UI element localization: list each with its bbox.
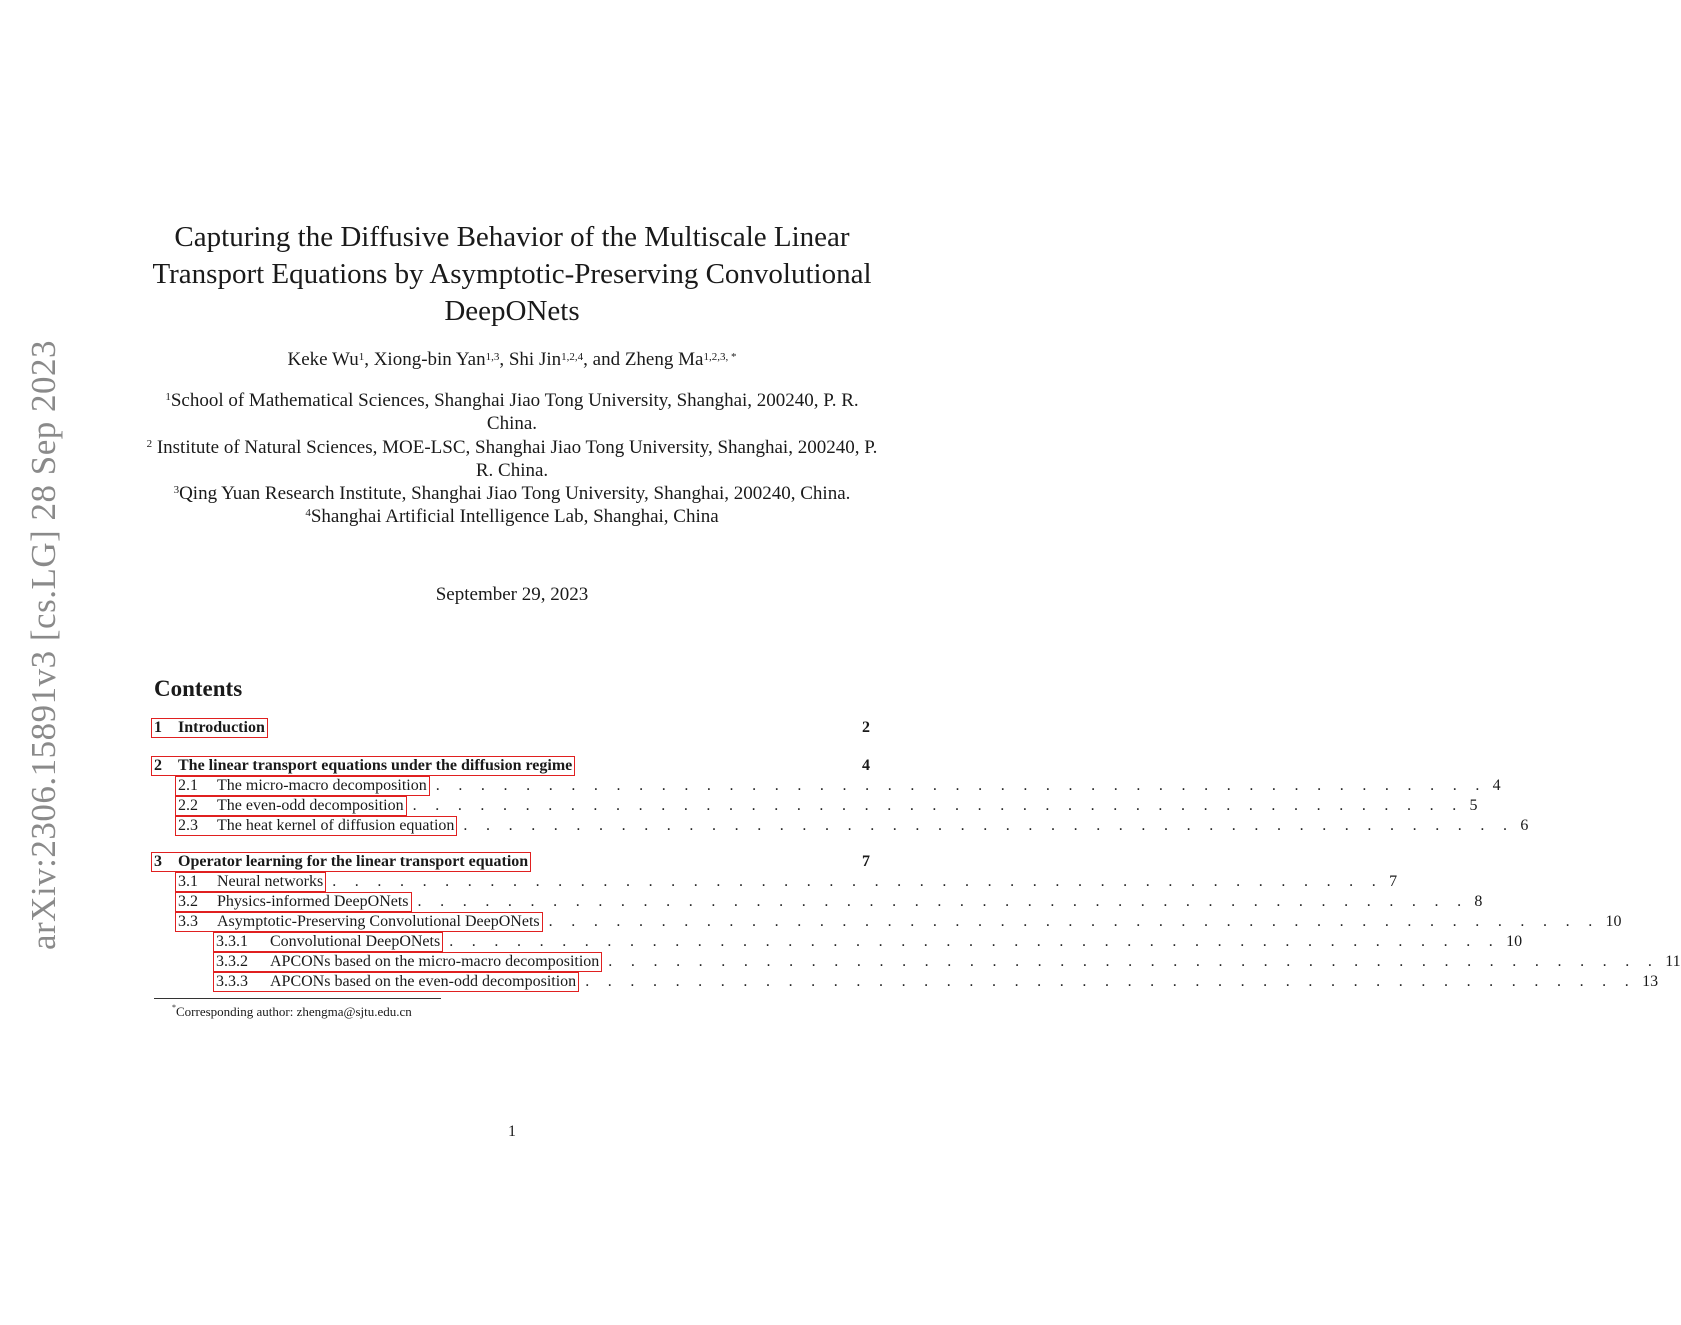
publication-date: September 29, 2023 (435, 584, 589, 605)
toc-entry[interactable] (216, 932, 1523, 952)
toc-page-number: 4 (862, 757, 870, 774)
toc-leader: . . . . . . . . . . . . . . . . . . . . . . . . . . . . . . . . . . . . . . . . . . . . . . . (608, 953, 1660, 970)
toc-page-number: 10 (1605, 913, 1622, 930)
toc-entry[interactable] (178, 892, 1483, 912)
toc-leader: . . . . . . . . . . . . . . . . . . . . . . . . . . . . . . . . . . . . . . . . . . . . . . . (435, 777, 1487, 794)
page-number: 1 (508, 1123, 516, 1140)
toc-entry[interactable] (178, 796, 1478, 816)
toc-entry[interactable] (178, 872, 1398, 892)
toc-link[interactable]: 2.2 The even-odd decomposition (175, 796, 407, 816)
paper-title: Capturing the Diffusive Behavior of the Multiscale Linear Transport Equations by Asymptotic-Preserving Convolutional DeepONets (152, 221, 872, 327)
toc-link[interactable]: 3.3 Asymptotic-Preserving Convolutional DeepONets (175, 912, 543, 932)
arxiv-identifier: arXiv:2306.15891v3 [cs.LG] 28 Sep 2023 (24, 339, 63, 951)
toc-page-number: 6 (1520, 817, 1529, 834)
toc-page-number: 11 (1665, 953, 1681, 970)
toc-entry[interactable] (178, 816, 1529, 836)
footnote: *Corresponding author: zhengma@sjtu.edu.cn (172, 1003, 412, 1019)
toc-entry[interactable] (154, 718, 870, 738)
affiliation: $^2$ Institute of Natural Sciences, MOE-LSC, Shanghai Jiao Tong University, Shanghai, 200240, P. R. China. (146, 436, 878, 481)
toc-link[interactable]: 3.2 Physics-informed DeepONets (175, 892, 412, 912)
toc-page-number: 2 (862, 719, 870, 736)
toc-leader: . . . . . . . . . . . . . . . . . . . . . . . . . . . . . . . . . . . . . . . . . . . . . . . (463, 817, 1515, 834)
toc-leader: . . . . . . . . . . . . . . . . . . . . . . . . . . . . . . . . . . . . . . . . . . . . . . . (412, 797, 1464, 814)
toc-link[interactable]: 3.1 Neural networks (175, 872, 326, 892)
toc-entry[interactable] (216, 952, 1681, 972)
footnote-rule (154, 998, 441, 999)
toc-link[interactable]: 1 Introduction (151, 718, 268, 738)
toc-leader: . . . . . . . . . . . . . . . . . . . . . . . . . . . . . . . . . . . . . . . . . . . . . . . (548, 913, 1600, 930)
toc-page-number: 10 (1506, 933, 1523, 950)
toc-entry[interactable] (154, 756, 870, 776)
toc-link[interactable]: 3.3.3 APCONs based on the even-odd decomposition (213, 972, 579, 992)
affiliation: $^1$School of Mathematical Sciences, Shanghai Jiao Tong University, Shanghai, 200240, P. R. China. (165, 390, 859, 435)
author: Keke Wu$^1$ (287, 349, 365, 370)
toc-entry[interactable] (216, 972, 1659, 992)
author: Xiong-bin Yan$^{1,3}$ (373, 349, 500, 370)
toc-page-number: 7 (862, 853, 870, 870)
affiliation: $^3$Qing Yuan Research Institute, Shanghai Jiao Tong University, Shanghai, 200240, China. (173, 483, 851, 505)
author: Shi Jin$^{1,2,4}$ (508, 349, 584, 370)
affiliation-list (140, 389, 884, 529)
toc-link[interactable]: 2.1 The micro-macro decomposition (175, 776, 430, 796)
toc-leader: . . . . . . . . . . . . . . . . . . . . . . . . . . . . . . . . . . . . . . . . . . . . . . . (417, 893, 1469, 910)
toc-leader: . . . . . . . . . . . . . . . . . . . . . . . . . . . . . . . . . . . . . . . . . . . . . . . (585, 973, 1637, 990)
toc-link[interactable]: 3.3.2 APCONs based on the micro-macro decomposition (213, 952, 602, 972)
toc-entry[interactable] (154, 852, 870, 872)
author: Zheng $Ma^{1,2,3, *}$ (624, 349, 737, 370)
toc-page-number: 13 (1642, 973, 1659, 990)
toc-page-number: 7 (1389, 873, 1398, 890)
toc-page-number: 4 (1492, 777, 1501, 794)
toc-leader: . . . . . . . . . . . . . . . . . . . . . . . . . . . . . . . . . . . . . . . . . . . . . . . (332, 873, 1384, 890)
toc-entry[interactable] (178, 776, 1501, 796)
toc-page-number: 5 (1469, 797, 1478, 814)
toc-link[interactable]: 2.3 The heat kernel of diffusion equation (175, 816, 457, 836)
toc-entry[interactable] (178, 912, 1622, 932)
author-list: Keke Wu$^1$, Xiong-bin Yan$^{1,3}$, Shi Jin$^{1,2,4}$, and Zheng $Ma^{1,2,3, *}$ (287, 349, 737, 370)
toc-leader: . . . . . . . . . . . . . . . . . . . . . . . . . . . . . . . . . . . . . . . . . . . . . . . (449, 933, 1501, 950)
affiliation: $^4$Shanghai Artificial Intelligence Lab, Shanghai, China (305, 506, 719, 528)
toc-link[interactable]: 2 The linear transport equations under the diffusion regime (151, 756, 575, 776)
contents-heading: Contents (154, 676, 243, 701)
toc-page-number: 8 (1474, 893, 1483, 910)
toc-link[interactable]: 3 Operator learning for the linear transport equation (151, 852, 531, 872)
toc-link[interactable]: 3.3.1 Convolutional DeepONets (213, 932, 443, 952)
